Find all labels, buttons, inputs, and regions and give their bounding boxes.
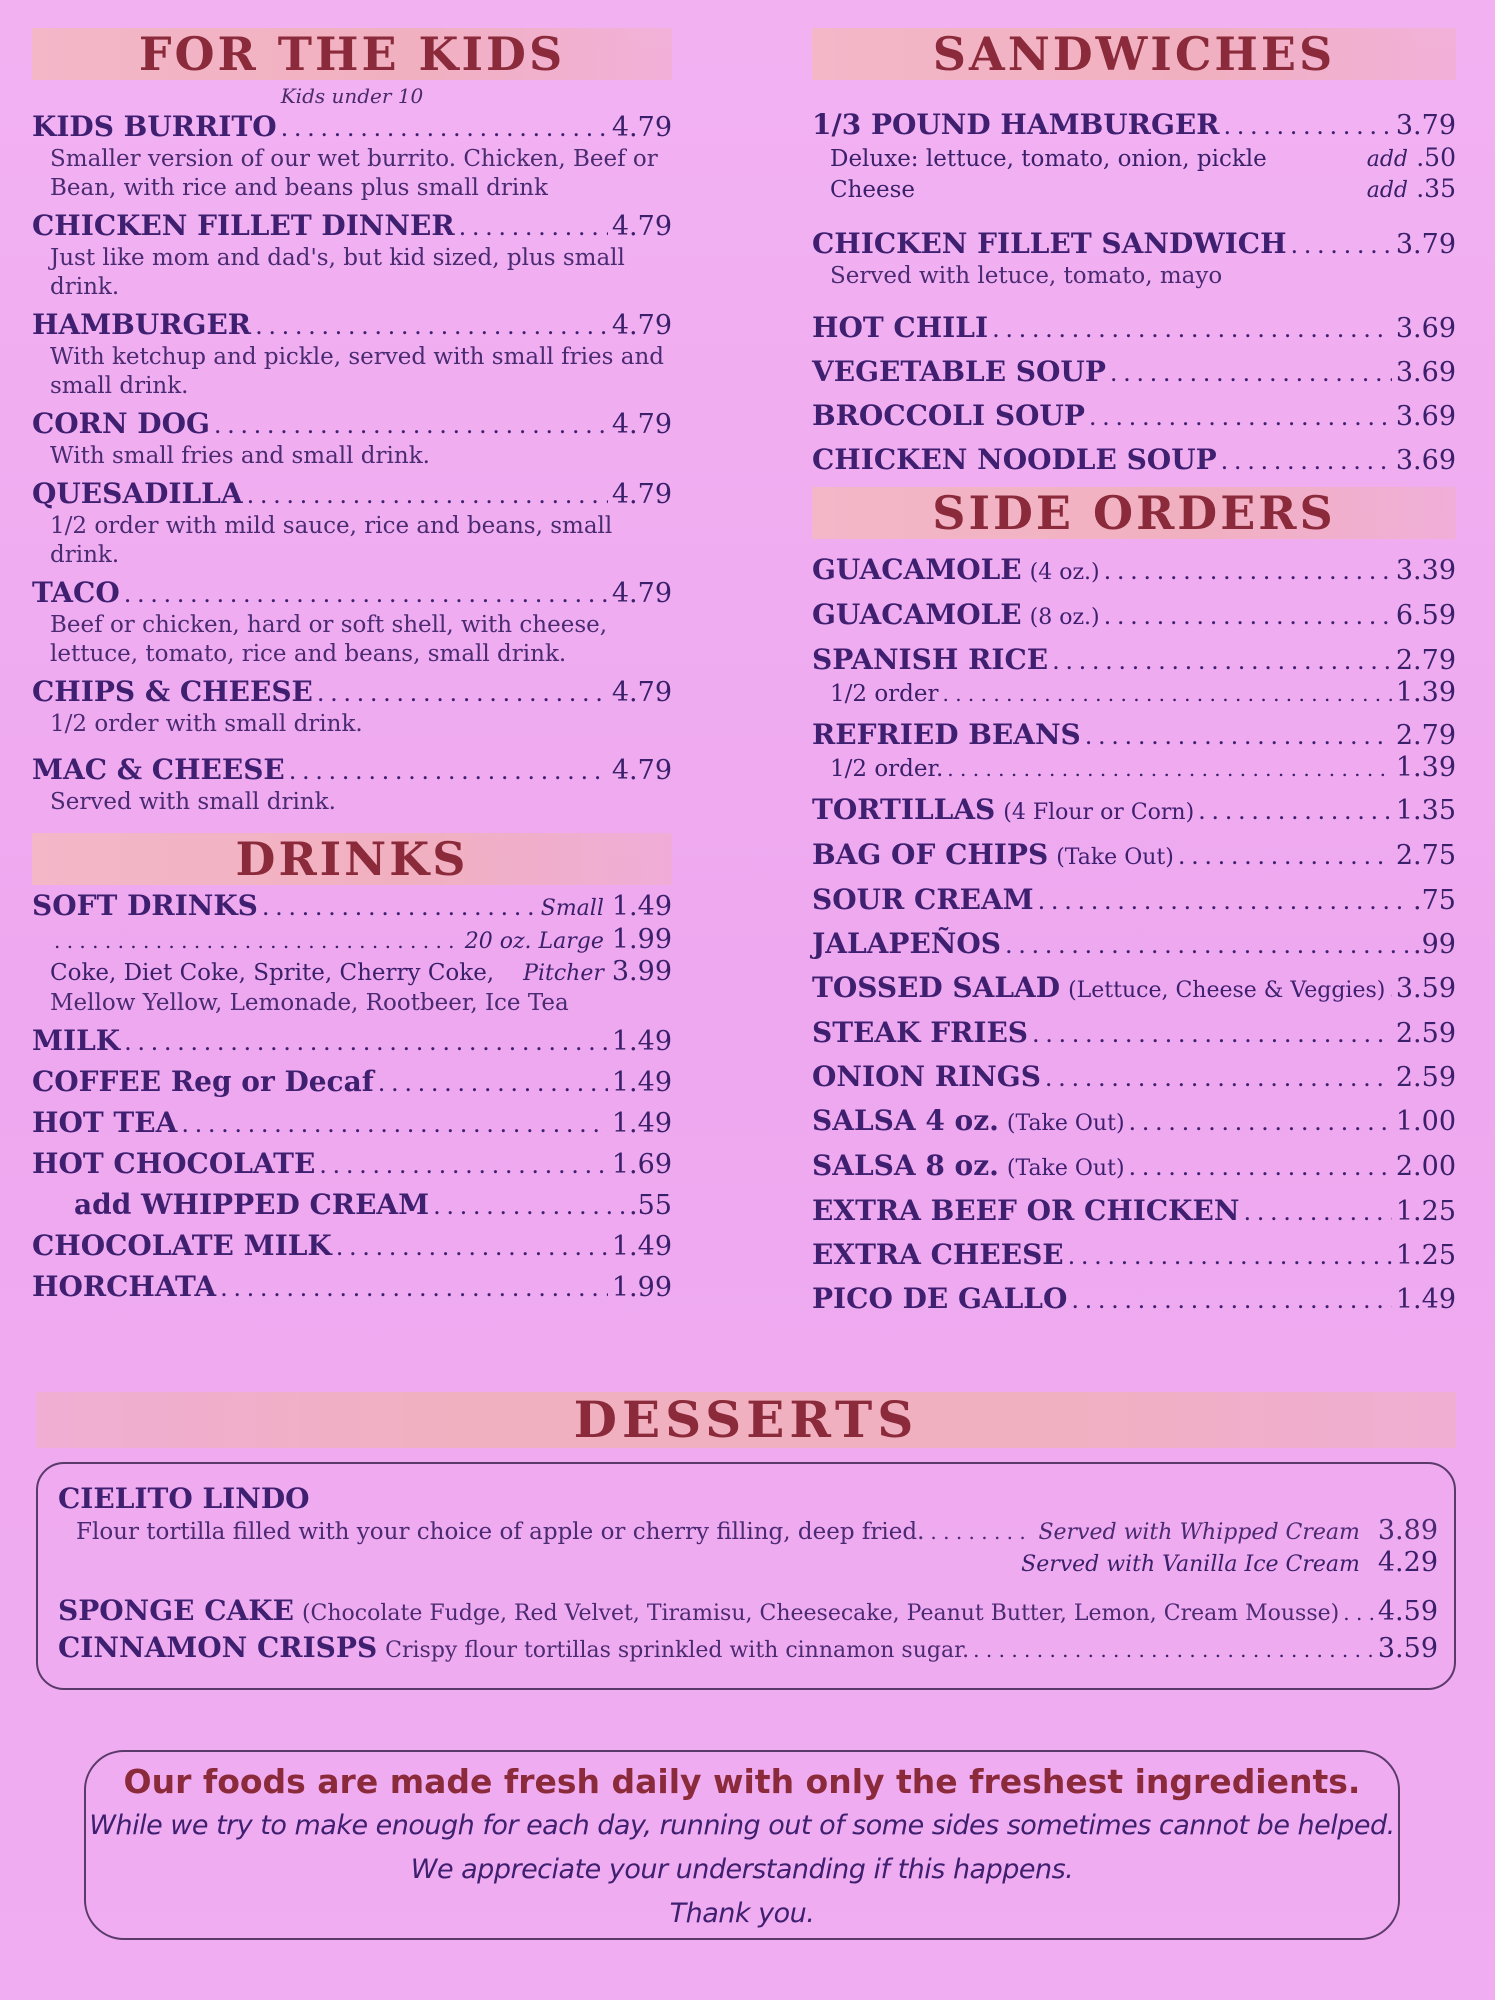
size-label: Pitcher <box>523 961 604 986</box>
item-extra: (Lettuce, Cheese & Veggies) <box>1068 978 1386 1003</box>
item-price: 1.99 <box>611 1272 672 1303</box>
item-price: 3.69 <box>1395 313 1456 344</box>
item-price: 4.79 <box>611 479 672 510</box>
item-row <box>812 1238 1456 1273</box>
sides-list <box>812 553 1456 1317</box>
item-price: 2.59 <box>1395 1018 1456 1049</box>
item-price: .99 <box>1413 929 1456 960</box>
item-row <box>812 883 1456 918</box>
item-extra: Crispy flour tortillas sprinkled with cinnamon sugar. <box>385 1638 970 1663</box>
soup-list <box>812 311 1456 478</box>
soft-drinks-item <box>32 889 672 1018</box>
item-row <box>32 753 672 788</box>
half-order-row <box>812 678 1456 709</box>
item-row <box>32 576 672 611</box>
item-name: EXTRA CHEESE <box>812 1238 1064 1271</box>
item-name: 1/3 POUND HAMBURGER <box>812 108 1220 141</box>
item-name: SOFT DRINKS <box>32 889 258 922</box>
item-desc: Just like mom and dad's, but kid sized, plus small drink. <box>50 245 625 300</box>
kids-note: Kids under 10 <box>280 84 424 108</box>
item-price: 3.79 <box>1395 110 1456 141</box>
item-desc: Beef or chicken, hard or soft shell, with cheese, lettuce, tomato, rice and beans, small drink. <box>50 612 608 667</box>
item-price: 2.79 <box>1395 645 1456 676</box>
item-row <box>32 110 672 145</box>
desserts-header: DESSERTS <box>36 1392 1456 1448</box>
item-price: .55 <box>629 1190 672 1221</box>
half-order-row <box>812 753 1456 784</box>
item-name: SALSA 8 oz. <box>812 1149 999 1182</box>
item-price: 2.79 <box>1395 720 1456 751</box>
item-price: 1.49 <box>611 1026 672 1057</box>
half-order-label: 1/2 order. <box>830 756 944 782</box>
option-label: Served with Whipped Cream <box>1038 1520 1360 1545</box>
item-price: 3.99 <box>611 956 672 987</box>
drinks-list <box>32 1024 672 1305</box>
item-price: 3.59 <box>1395 973 1456 1004</box>
item-name: CINNAMON CRISPS <box>58 1631 378 1664</box>
item-price: 1.49 <box>611 891 672 922</box>
item-row <box>32 1065 672 1100</box>
left-column <box>32 28 672 1311</box>
item-extra: (Take Out) <box>1006 1156 1125 1181</box>
item-row <box>812 927 1456 962</box>
item-name: COFFEE Reg or Decaf <box>32 1065 374 1098</box>
size-label: Small <box>540 896 604 921</box>
item-price: 1.00 <box>1395 1106 1456 1137</box>
item-price: 6.59 <box>1395 600 1456 631</box>
half-order-label: 1/2 order <box>830 681 939 707</box>
item-row <box>812 598 1456 634</box>
item-row <box>32 1188 672 1223</box>
item-name: CHOCOLATE MILK <box>32 1229 332 1262</box>
item-price: 1.25 <box>1395 1240 1456 1271</box>
item-name: CHICKEN NOODLE SOUP <box>812 443 1217 476</box>
item-name: HOT CHOCOLATE <box>32 1147 316 1180</box>
item-price: 4.79 <box>611 112 672 143</box>
item-row <box>812 311 1456 346</box>
item-desc: Flour tortilla filled with your choice of apple or cherry filling, deep fried. <box>76 1519 925 1545</box>
item-price: 1.49 <box>611 1231 672 1262</box>
item-row <box>812 1104 1456 1140</box>
kids-item <box>32 308 672 401</box>
item-name: HAMBURGER <box>32 308 252 341</box>
item-name: QUESADILLA <box>32 477 243 510</box>
item-desc: Smaller version of our wet burrito. Chicken, Beef or Bean, with rice and beans plus small drink <box>50 146 658 201</box>
item-price: 1.49 <box>611 1067 672 1098</box>
item-price: 1.25 <box>1395 1196 1456 1227</box>
desserts-box <box>36 1462 1456 1690</box>
item-row <box>812 793 1456 829</box>
add-label: add <box>1366 178 1408 203</box>
item-price: 3.69 <box>1395 357 1456 388</box>
item-price: 2.00 <box>1395 1151 1456 1182</box>
item-row <box>812 399 1456 434</box>
item-name: SPANISH RICE <box>812 643 1049 676</box>
item-row <box>812 643 1456 678</box>
item-row <box>812 1282 1456 1317</box>
item-name: MILK <box>32 1024 121 1057</box>
item-desc: With small fries and small drink. <box>50 443 430 469</box>
item-price: 4.59 <box>1377 1596 1438 1627</box>
item-row <box>812 355 1456 390</box>
item-row <box>32 1147 672 1182</box>
item-desc: Served with letuce, tomato, mayo <box>830 263 1223 289</box>
flavors-text: Mellow Yellow, Lemonade, Rootbeer, Ice Tea <box>50 990 569 1016</box>
kids-item <box>32 477 672 570</box>
item-name: SALSA 4 oz. <box>812 1104 999 1137</box>
kids-item <box>32 675 672 739</box>
item-desc: 1/2 order with small drink. <box>50 711 363 737</box>
item-name: CHICKEN FILLET DINNER <box>32 209 455 242</box>
notice-line: While we try to make enough for each day, running out of some sides sometimes cannot be helped. <box>89 1810 1395 1841</box>
item-price: 3.89 <box>1377 1515 1438 1546</box>
item-name: TORTILLAS <box>812 793 996 826</box>
item-price: 4.79 <box>611 310 672 341</box>
item-row <box>812 1060 1456 1095</box>
item-row <box>32 1229 672 1264</box>
option-label: Deluxe: lettuce, tomato, onion, pickle <box>830 146 1267 172</box>
item-price: 1.99 <box>611 924 672 955</box>
notice-line: Thank you. <box>669 1898 815 1929</box>
item-name: ONION RINGS <box>812 1060 1041 1093</box>
item-name: GUACAMOLE <box>812 553 1022 586</box>
item-extra: (Take Out) <box>1006 1111 1125 1136</box>
item-row <box>32 407 672 442</box>
item-name: JALAPEÑOS <box>812 927 1001 960</box>
item-price: 4.79 <box>611 677 672 708</box>
item-price: 2.59 <box>1395 1062 1456 1093</box>
option-label: Cheese <box>830 177 916 203</box>
item-price: 1.49 <box>1395 1284 1456 1315</box>
flavors-text: Coke, Diet Coke, Sprite, Cherry Coke, <box>50 960 495 986</box>
item-price: 2.75 <box>1395 840 1456 871</box>
item-desc: Served with small drink. <box>50 789 336 815</box>
item-name: PICO DE GALLO <box>812 1282 1068 1315</box>
item-row <box>32 1106 672 1141</box>
notice-headline: Our foods are made fresh daily with only the freshest ingredients. <box>123 1762 1361 1801</box>
item-price: 4.79 <box>611 211 672 242</box>
item-price: 3.39 <box>1395 555 1456 586</box>
kids-item <box>32 407 672 471</box>
kids-item <box>32 753 672 817</box>
item-price: 1.39 <box>1395 677 1456 708</box>
item-price: 4.29 <box>1377 1547 1438 1578</box>
item-name: BROCCOLI SOUP <box>812 399 1085 432</box>
sandwiches-header: SANDWICHES <box>812 28 1456 80</box>
item-price: 3.69 <box>1395 401 1456 432</box>
item-price: 1.49 <box>611 1108 672 1139</box>
item-row <box>812 443 1456 478</box>
item-extra: (4 Flour or Corn) <box>1003 800 1195 825</box>
add-label: add <box>1366 147 1408 172</box>
drinks-header: DRINKS <box>32 833 672 885</box>
item-row <box>812 971 1456 1007</box>
item-price: 1.69 <box>611 1149 672 1180</box>
item-name: CHICKEN FILLET SANDWICH <box>812 227 1287 260</box>
item-name: MAC & CHEESE <box>32 753 285 786</box>
item-name: TACO <box>32 576 120 609</box>
item-name: VEGETABLE SOUP <box>812 355 1106 388</box>
item-name: HOT CHILI <box>812 311 989 344</box>
item-name: add WHIPPED CREAM <box>74 1188 430 1221</box>
item-row <box>812 1016 1456 1051</box>
item-row <box>32 1024 672 1059</box>
fillet-sandwich-item <box>812 227 1456 291</box>
item-row <box>812 553 1456 589</box>
kids-item <box>32 576 672 669</box>
item-row <box>32 477 672 512</box>
item-price: .35 <box>1416 174 1456 203</box>
item-extra: (Take Out) <box>1056 845 1174 870</box>
item-price: 3.59 <box>1377 1633 1438 1664</box>
notice-box <box>84 1750 1400 1940</box>
item-price: .50 <box>1416 143 1456 172</box>
item-row <box>32 1270 672 1305</box>
item-name: BAG OF CHIPS <box>812 838 1049 871</box>
item-price: 4.79 <box>611 409 672 440</box>
item-name: CIELITO LINDO <box>58 1482 310 1515</box>
item-name: TOSSED SALAD <box>812 971 1061 1004</box>
item-price: .75 <box>1413 885 1456 916</box>
item-desc: 1/2 order with mild sauce, rice and beans, small drink. <box>50 513 613 568</box>
item-desc: With ketchup and pickle, served with small fries and small drink. <box>50 344 664 399</box>
size-label: 20 oz. Large <box>464 929 604 954</box>
item-price: 4.79 <box>611 578 672 609</box>
item-name: STEAK FRIES <box>812 1016 1029 1049</box>
item-row <box>812 1194 1456 1229</box>
item-name: HOT TEA <box>32 1106 178 1139</box>
item-name: GUACAMOLE <box>812 598 1022 631</box>
item-price: 3.79 <box>1395 229 1456 260</box>
item-row <box>812 718 1456 753</box>
item-extra: (8 oz.) <box>1029 605 1100 630</box>
item-name: CORN DOG <box>32 407 210 440</box>
item-row <box>32 209 672 244</box>
sides-header: SIDE ORDERS <box>812 487 1456 539</box>
kids-item <box>32 110 672 203</box>
item-name: CHIPS & CHEESE <box>32 675 313 708</box>
item-name: HORCHATA <box>32 1270 217 1303</box>
kids-item <box>32 209 672 302</box>
kids-list <box>32 110 672 817</box>
option-label: Served with Vanilla Ice Cream <box>1021 1552 1360 1577</box>
desserts-section <box>36 1392 1456 1690</box>
item-name: EXTRA BEEF OR CHICKEN <box>812 1194 1240 1227</box>
item-price: 1.39 <box>1395 752 1456 783</box>
item-row <box>812 1149 1456 1185</box>
item-name: SOUR CREAM <box>812 883 1034 916</box>
item-extra: (4 oz.) <box>1029 560 1100 585</box>
kids-header: FOR THE KIDS <box>32 28 672 80</box>
item-row <box>32 308 672 343</box>
item-price: 4.79 <box>611 755 672 786</box>
item-price: 1.35 <box>1395 795 1456 826</box>
item-extra: (Chocolate Fudge, Red Velvet, Tiramisu, Cheesecake, Peanut Butter, Lemon, Cream Mousse) <box>301 1601 1340 1626</box>
item-name: REFRIED BEANS <box>812 718 1081 751</box>
item-price: 3.69 <box>1395 445 1456 476</box>
item-row <box>32 675 672 710</box>
item-name: KIDS BURRITO <box>32 110 277 143</box>
hamburger-item <box>812 108 1456 205</box>
item-name: SPONGE CAKE <box>58 1594 294 1627</box>
right-column <box>812 28 1456 1326</box>
notice-line: We appreciate your understanding if this happens. <box>410 1854 1074 1885</box>
item-row <box>812 838 1456 874</box>
